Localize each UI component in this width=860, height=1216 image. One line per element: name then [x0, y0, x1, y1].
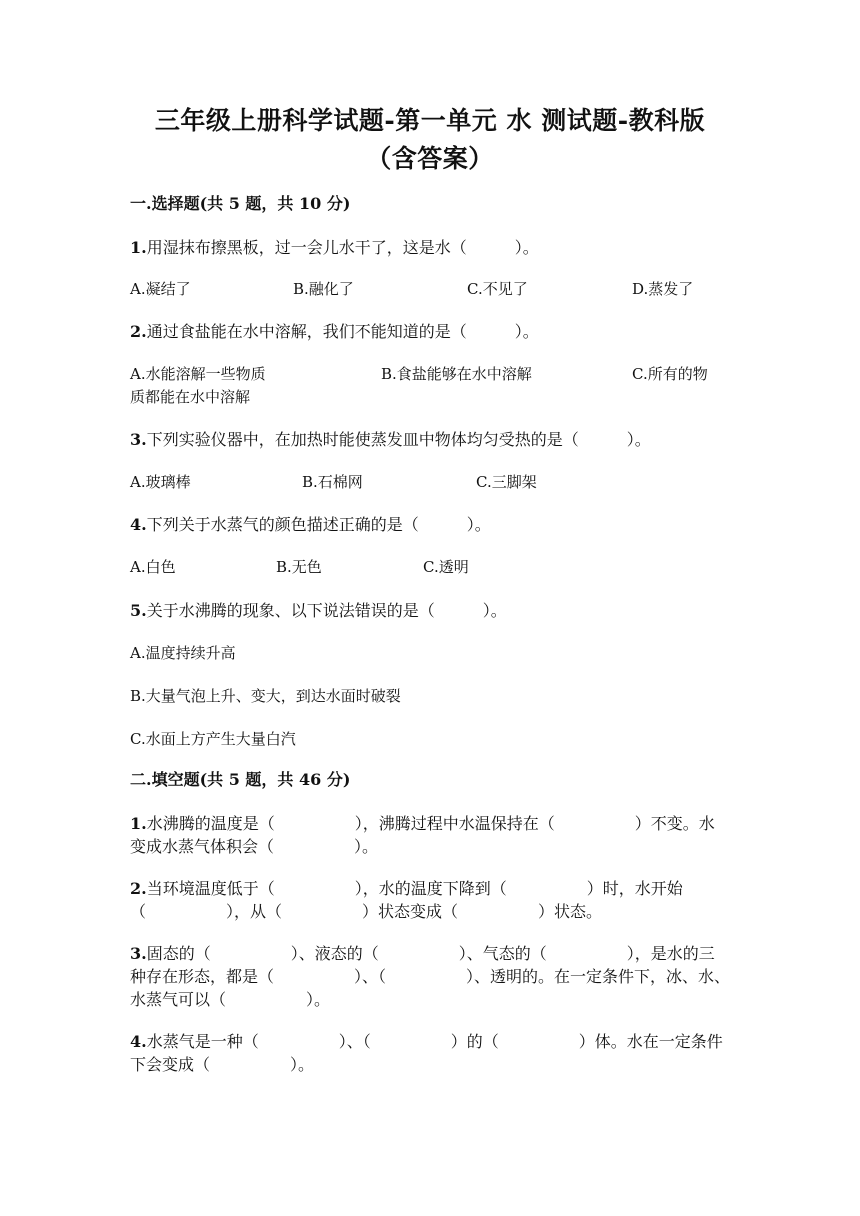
- question-text: 固态的（ ）、液态的（ ）、气态的（ ），是水的三种存在形态，都是（ ）、（ ）、透明的。在一定条件下，冰、水、水蒸气可以（ ）。: [130, 944, 731, 1009]
- options-row-4: [130, 556, 730, 578]
- option-b: B.无色: [276, 558, 322, 576]
- question-number: 5.: [130, 601, 147, 620]
- question-number: 2.: [130, 879, 147, 898]
- question-4: [130, 513, 730, 536]
- question-number: 3.: [130, 430, 147, 449]
- title-line-1: 三年级上册科学试题-第一单元 水 测试题-教科版: [154, 106, 706, 135]
- question-5: [130, 599, 730, 622]
- option-c: C.所有的物: [632, 365, 708, 383]
- question-text: 水沸腾的温度是（ ），沸腾过程中水温保持在（ ）不变。水变成水蒸气体积会（ ）。: [130, 814, 715, 856]
- option-a: A.温度持续升高: [130, 644, 236, 662]
- question-text: 下列实验仪器中，在加热时能使蒸发皿中物体均匀受热的是（ ）。: [146, 430, 651, 449]
- question-2: [130, 320, 730, 343]
- question-number: 4.: [130, 1032, 147, 1051]
- option-a: A.凝结了: [130, 280, 191, 298]
- question-3: [130, 428, 730, 451]
- option-d: D.蒸发了: [632, 280, 694, 298]
- options-row-2: [130, 363, 730, 385]
- question-number: 1.: [130, 814, 147, 833]
- option-b: B.食盐能够在水中溶解: [381, 365, 532, 383]
- option-a: A.水能溶解一些物质: [130, 365, 266, 383]
- option-a: A.白色: [130, 558, 176, 576]
- question-text: 当环境温度低于（ ），水的温度下降到（ ）时，水开始（ ），从（ ）状态变成（ ）状态。: [130, 879, 683, 921]
- options-row-3: [130, 471, 730, 493]
- option-b: B.融化了: [293, 280, 354, 298]
- option-c: C.透明: [423, 558, 469, 576]
- option-b: B.石棉网: [302, 473, 363, 491]
- option-c: C.水面上方产生大量白汽: [130, 730, 296, 748]
- question-number: 4.: [130, 515, 147, 534]
- question-text: 关于水沸腾的现象、以下说法错误的是（ ）。: [146, 601, 507, 620]
- fill-question-4: [130, 1030, 730, 1076]
- question-1: [130, 236, 730, 259]
- option-a: A.玻璃棒: [130, 473, 191, 491]
- section-heading-fill: 二.填空题(共 5 题，共 46 分): [130, 770, 351, 789]
- options-row-1: [130, 278, 730, 300]
- option-b: B.大量气泡上升、变大，到达水面时破裂: [130, 687, 401, 705]
- option-c: C.三脚架: [476, 473, 537, 491]
- fill-question-2: [130, 877, 730, 923]
- page-title: [60, 102, 800, 178]
- section-heading-choice: 一.选择题(共 5 题，共 10 分): [130, 194, 351, 213]
- question-text: 下列关于水蒸气的颜色描述正确的是（ ）。: [146, 515, 491, 534]
- question-text: 水蒸气是一种（ ）、（ ）的（ ）体。水在一定条件下会变成（ ）。: [130, 1032, 723, 1074]
- fill-question-1: [130, 812, 730, 858]
- question-number: 1.: [130, 238, 147, 257]
- question-text: 用湿抹布擦黑板，过一会儿水干了，这是水（ ）。: [146, 238, 539, 257]
- title-line-2: （含答案）: [366, 144, 494, 173]
- option-c-continuation: 质都能在水中溶解: [130, 388, 251, 406]
- option-c: C.不见了: [467, 280, 528, 298]
- question-text: 通过食盐能在水中溶解，我们不能知道的是（ ）。: [146, 322, 539, 341]
- question-number: 2.: [130, 322, 147, 341]
- question-number: 3.: [130, 944, 147, 963]
- fill-question-3: [130, 942, 730, 1011]
